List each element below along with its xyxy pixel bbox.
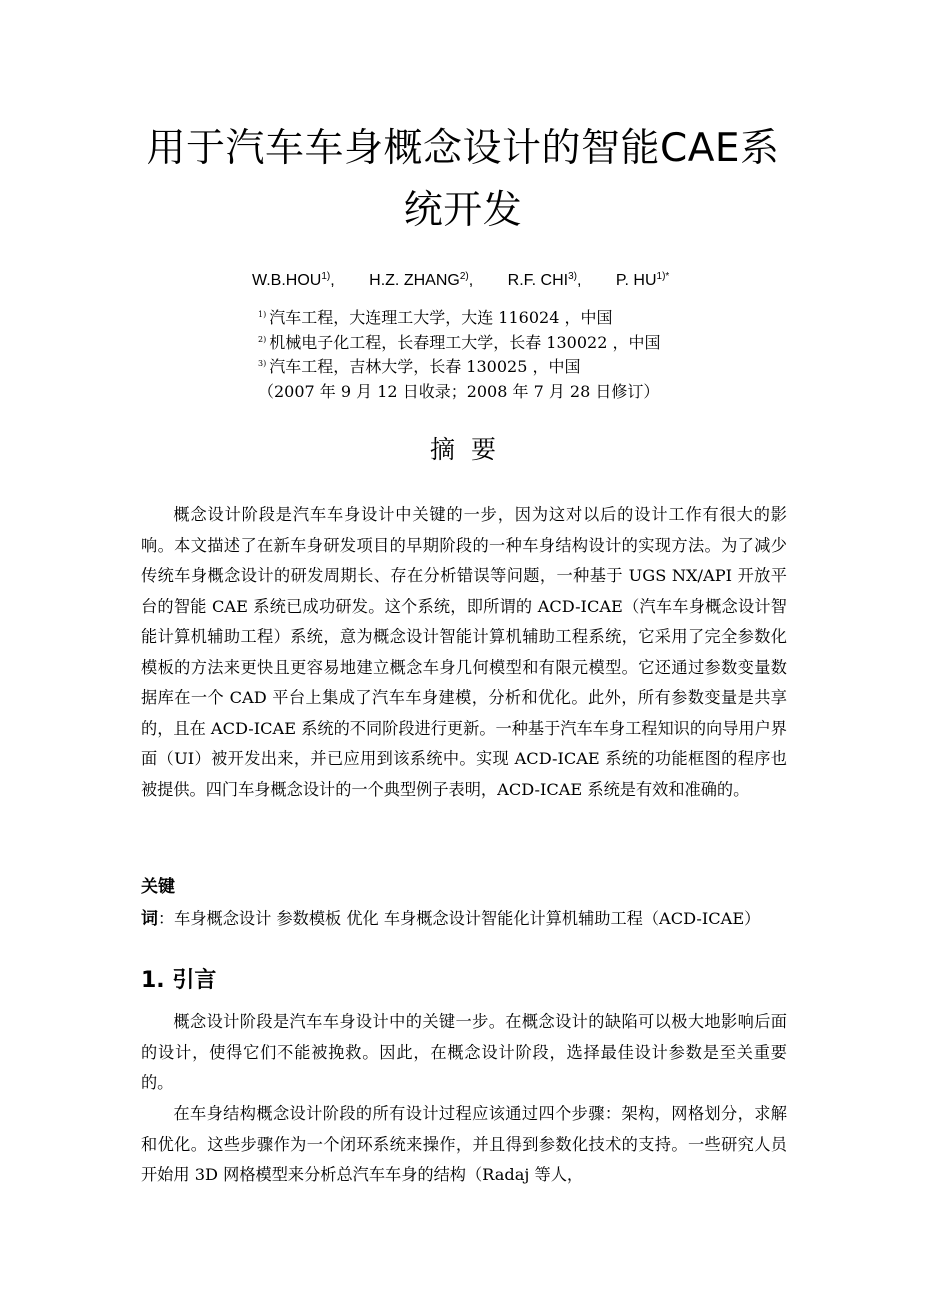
- abstract-heading: 摘要: [429, 435, 512, 464]
- author-1: [252, 272, 335, 290]
- author-name: R.F. CHI: [507, 272, 569, 289]
- author-separator: ,: [468, 272, 474, 289]
- affiliation-text: 汽车工程，大连理工大学，大连 116024 ，中国: [269, 308, 613, 327]
- author-list: [252, 272, 752, 290]
- author-2: [369, 272, 473, 290]
- affiliation-3: [258, 355, 778, 380]
- author-mark: 1)*: [656, 271, 670, 282]
- affiliation-2: [258, 331, 778, 356]
- intro-paragraph-2: 在车身结构概念设计阶段的所有设计过程应该通过四个步骤：架构，网格划分，求解和优化。这些步骤作为一个闭环系统来操作，并且得到参数化技术的支持。一些研究人员开始用 3D 网格模型来分析总汽车车身的结构（Radaj 等人，: [141, 1104, 787, 1184]
- author-4: [616, 272, 669, 290]
- affiliation-list: [258, 306, 778, 404]
- affiliation-text: 汽车工程，吉林大学，长春 130025 ，中国: [269, 357, 581, 376]
- author-separator: ,: [330, 272, 335, 289]
- affiliation-1: [258, 306, 778, 331]
- keywords-text: ：车身概念设计 参数模板 优化 车身概念设计智能化计算机辅助工程（ACD-ICAE）: [158, 909, 761, 928]
- affiliation-mark: 1): [258, 310, 267, 319]
- keywords-label: 关键词: [141, 877, 175, 929]
- affiliation-mark: 3): [258, 359, 267, 368]
- affiliation-text: 机械电子化工程，长春理工大学，长春 130022 ，中国: [269, 332, 661, 352]
- author-name: P. HU: [615, 272, 657, 289]
- author-3: [508, 272, 582, 290]
- author-name: W.B.HOU: [252, 272, 322, 289]
- paper-title: 用于汽车车身概念设计的智能CAE系统开发: [146, 126, 780, 233]
- section-heading-introduction: 1. 引言: [141, 968, 217, 993]
- author-mark: 1): [321, 271, 331, 282]
- author-name: H.Z. ZHANG: [369, 272, 460, 289]
- author-mark: 2): [459, 271, 469, 282]
- intro-paragraph-1: 概念设计阶段是汽车车身设计中的关键一步。在概念设计的缺陷可以极大地影响后面的设计，使得它们不能被挽救。因此，在概念设计阶段，选择最佳设计参数是至关重要的。: [141, 1012, 787, 1092]
- author-separator: ,: [577, 272, 582, 289]
- abstract-text: 概念设计阶段是汽车车身设计中关键的一步，因为这对以后的设计工作有很大的影响。本文描述了在新车身研发项目的早期阶段的一种车身结构设计的实现方法。为了减少传统车身概念设计的研发周期长、存在分析错误等问题，一种基于 UGS NX/API 开放平台的智能 CAE 系统已成功研发。这个系统，即所谓的 ACD-ICAE（汽车车身概念设计智能计算机辅助工程）系统，意为概念设计智能计算机辅助工程系统，它采用了完全参数化模板的方法来更快且更容易地建立概念车身几何模型和有限元模型。它还通过参数变量数据库在一个 CAD 平台上集成了汽车车身建模，分析和优化。此外，所有参数变量是共享的，且在 ACD-ICAE 系统的不同阶段进行更新。一种基于汽车车身工程知识的向导用户界面（UI）被开发出来，并已应用到该系统中。实现 ACD-ICAE 系统的功能框图的程序也被提供。四门车身概念设计的一个典型例子表明，ACD-ICAE 系统是有效和准确的。: [141, 505, 787, 799]
- author-mark: 3): [568, 271, 577, 282]
- affiliation-mark: 2): [258, 334, 267, 344]
- keywords: [141, 871, 787, 935]
- received-revised-dates: （2007 年 9 月 12 日收录；2008 年 7 月 28 日修订）: [258, 381, 660, 401]
